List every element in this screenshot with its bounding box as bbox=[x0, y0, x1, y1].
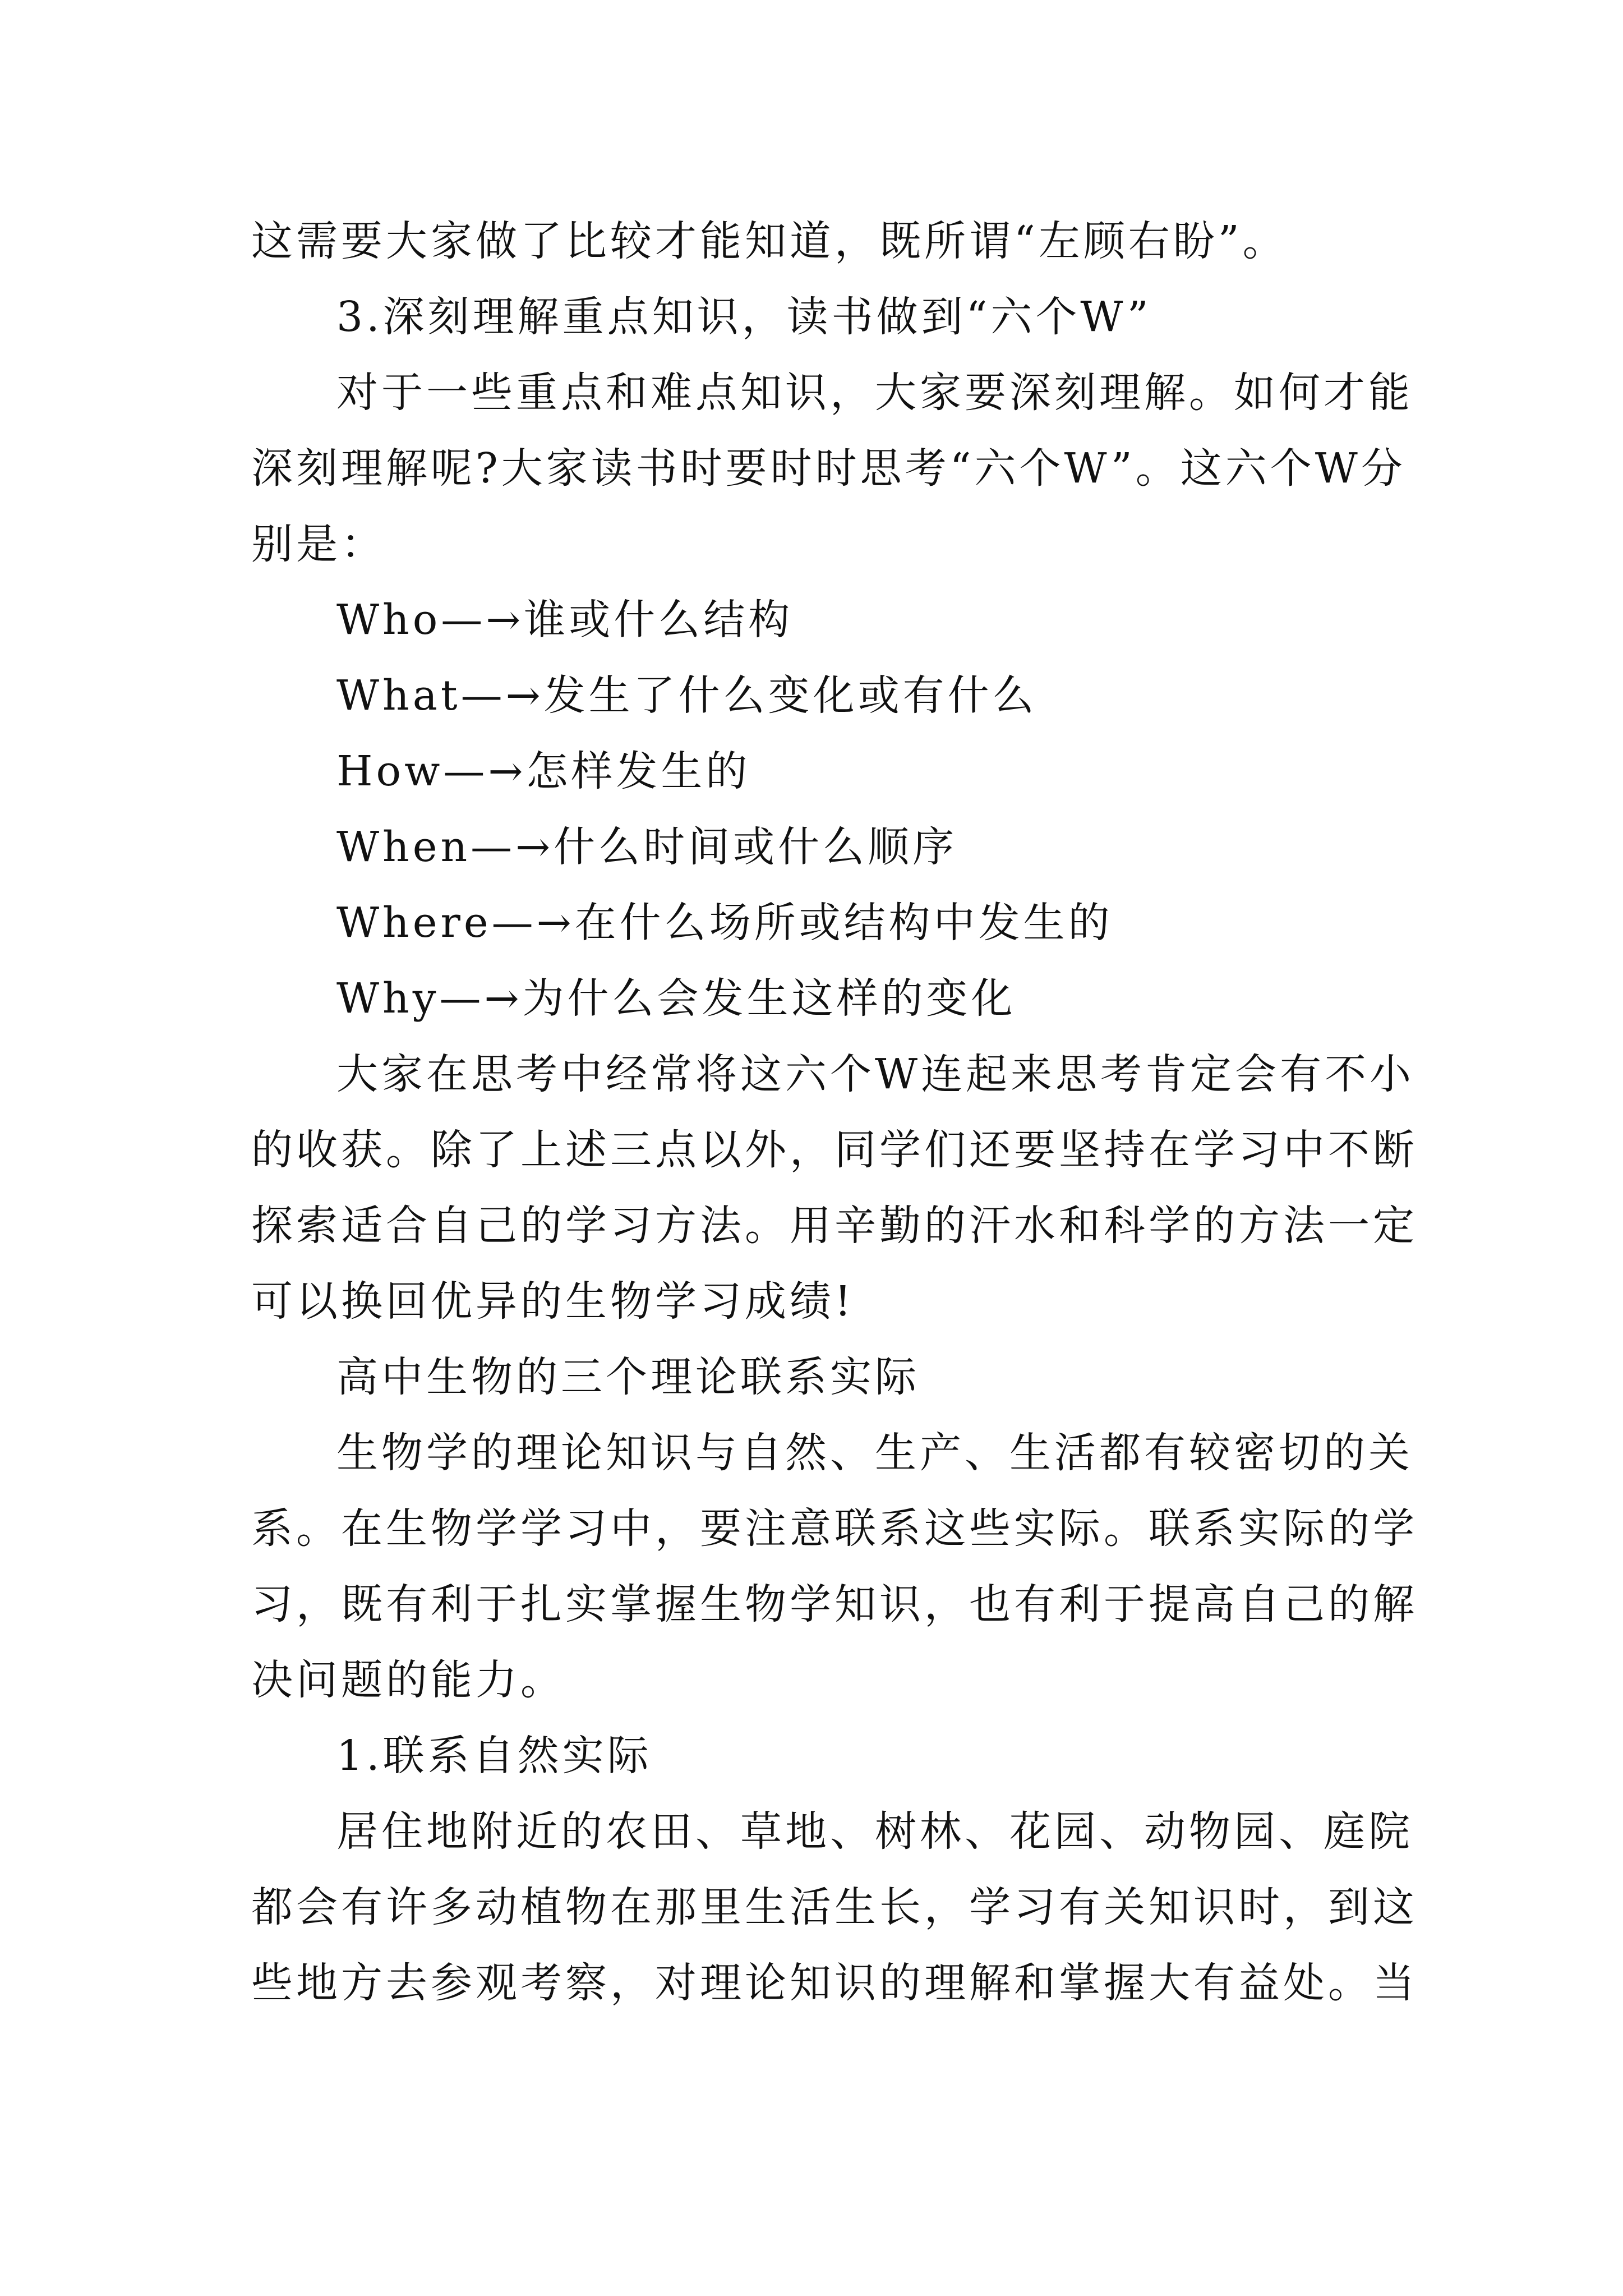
list-item-who: Who—→谁或什么结构 bbox=[336, 596, 794, 644]
text-line-13: 的收获。除了上述三点以外，同学们还要坚持在学习中不断 bbox=[251, 1126, 1418, 1174]
text-line-20: 决问题的能力。 bbox=[251, 1656, 565, 1704]
text-line-12: 大家在思考中经常将这六个W连起来思考肯定会有不小 bbox=[336, 1050, 1415, 1098]
list-item-where: Where—→在什么场所或结构中发生的 bbox=[336, 899, 1113, 947]
text-line-24: 些地方去参观考察，对理论知识的理解和掌握大有益处。当 bbox=[251, 1959, 1418, 2007]
section-heading-six-w: 3.深刻理解重点知识，读书做到“六个W” bbox=[336, 293, 1152, 341]
list-item-how: How—→怎样发生的 bbox=[336, 747, 751, 795]
text-line-5: 别是： bbox=[251, 520, 386, 568]
list-item-why: Why—→为什么会发生这样的变化 bbox=[336, 974, 1016, 1023]
text-line-1: 这需要大家做了比较才能知道，既所谓“左顾右盼”。 bbox=[251, 217, 1288, 265]
text-line-19: 习，既有利于扎实掌握生物学知识，也有利于提高自己的解 bbox=[251, 1580, 1418, 1628]
text-line-15: 可以换回优异的生物学习成绩! bbox=[251, 1277, 855, 1326]
text-line-17: 生物学的理论知识与自然、生产、生活都有较密切的关 bbox=[336, 1429, 1413, 1477]
section-title-theory-practice: 高中生物的三个理论联系实际 bbox=[336, 1353, 920, 1401]
text-line-22: 居住地附近的农田、草地、树林、花园、动物园、庭院 bbox=[336, 1807, 1413, 1856]
text-line-4: 深刻理解呢?大家读书时要时时思考“六个W”。这六个W分 bbox=[251, 444, 1406, 493]
text-line-18: 系。在生物学学习中，要注意联系这些实际。联系实际的学 bbox=[251, 1504, 1418, 1553]
list-item-what: What—→发生了什么变化或有什么 bbox=[336, 671, 1038, 720]
text-line-23: 都会有许多动植物在那里生活生长，学习有关知识时，到这 bbox=[251, 1883, 1418, 1931]
section-heading-nature: 1.联系自然实际 bbox=[336, 1732, 652, 1780]
text-line-3: 对于一些重点和难点知识，大家要深刻理解。如何才能 bbox=[336, 369, 1413, 417]
list-item-when: When—→什么时间或什么顺序 bbox=[336, 823, 958, 871]
text-line-14: 探索适合自己的学习方法。用辛勤的汗水和科学的方法一定 bbox=[251, 1202, 1418, 1250]
